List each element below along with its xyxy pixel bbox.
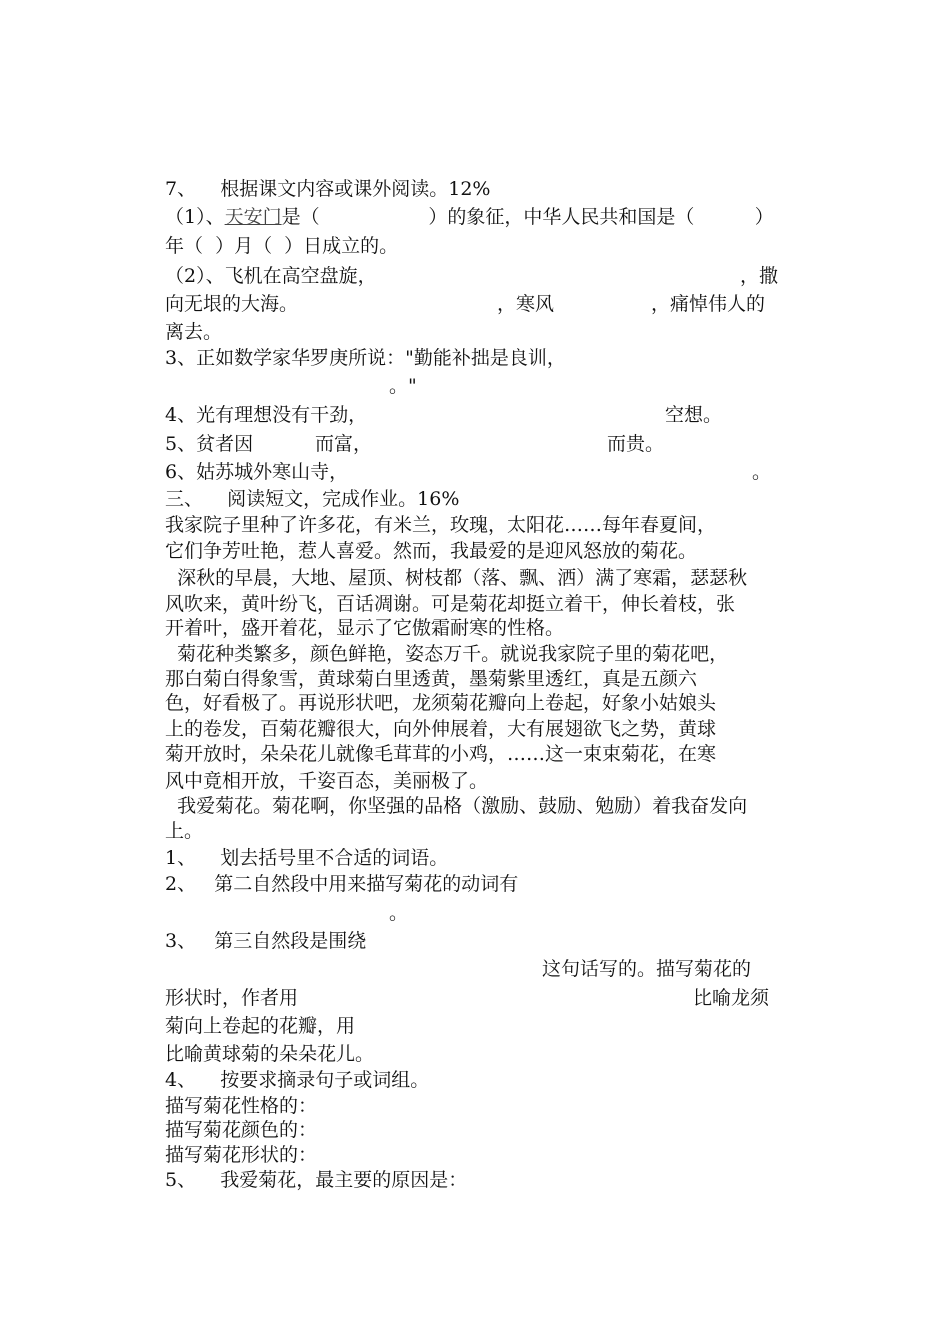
- passage-line: 上的卷发，百菊花瓣很大，向外伸展着，大有展翅欲飞之势，黄球: [165, 718, 717, 740]
- reading-question-4: 4、 按要求摘录句子或词组。: [165, 1069, 430, 1091]
- passage-line: 色，好看极了。再说形状吧，龙须菊花瓣向上卷起，好象小姑娘头: [165, 692, 717, 714]
- passage-line: 开着叶，盛开着花，显示了它傲霜耐寒的性格。: [165, 617, 565, 639]
- reading-question-3-line2: 这句话写的。描写菊花的: [542, 958, 752, 980]
- question-5-left: 5、贫者因: [165, 433, 254, 455]
- reading-question-3-line5: 比喻黄球菊的朵朵花儿。: [165, 1043, 375, 1065]
- question-3-end: 。": [389, 375, 417, 397]
- passage-line: 深秋的早晨，大地、屋顶、树枝都（落、飘、洒）满了寒霜，瑟瑟秋: [165, 567, 748, 589]
- passage-line: 上。: [165, 820, 204, 842]
- reading-question-3-line3-left: 形状时，作者用: [165, 987, 299, 1009]
- question-3: 3、正如数学家华罗庚所说："勤能补拙是良训，: [165, 347, 566, 369]
- reading-question-5: 5、 我爱菊花，最主要的原因是：: [165, 1169, 468, 1191]
- question-5-mid: 而富，: [315, 433, 373, 455]
- question-6-left: 6、姑苏城外寒山寺，: [165, 461, 349, 483]
- passage-line: 我家院子里种了许多花，有米兰，玫瑰，太阳花……每年春夏间，: [165, 514, 717, 536]
- question-2-right: ，撒: [740, 265, 779, 287]
- passage-line: 风吹来，黄叶纷飞，百话凋谢。可是菊花却挺立着干，伸长着枝，张: [165, 593, 736, 615]
- question-1-line: [165, 204, 774, 230]
- reading-question-2-end: 。: [389, 902, 409, 924]
- reading-question-1: 1、 划去括号里不合适的词语。: [165, 847, 449, 869]
- question-4-right: 空想。: [665, 404, 723, 426]
- passage-line: 菊开放时，朵朵花儿就像毛茸茸的小鸡，……这一束束菊花，在寒: [165, 743, 717, 765]
- passage-line: 菊花种类繁多，颜色鲜艳，姿态万千。就说我家院子里的菊花吧，: [165, 643, 729, 665]
- question-6-right: 。: [752, 461, 772, 483]
- passage-line: 那白菊白得象雪，黄球菊白里透黄，墨菊紫里透红，真是五颜六: [165, 668, 698, 690]
- reading-question-4-a: 描写菊花性格的：: [165, 1095, 318, 1117]
- reading-question-3-line4: 菊向上卷起的花瓣，用: [165, 1015, 356, 1037]
- question-1-line2: 年（ ）月（ ）日成立的。: [165, 235, 399, 257]
- question-5-right: 而贵。: [607, 433, 665, 455]
- question-2-line3: 离去。: [165, 321, 223, 343]
- question-1-rest: 是（ ）的象征，中华人民共和国是（ ）: [281, 206, 774, 228]
- tiananmen-link[interactable]: 天安门: [224, 206, 282, 228]
- reading-question-3-line3-right: 比喻龙须: [693, 987, 770, 1009]
- reading-question-3: 3、 第三自然段是围绕: [165, 930, 367, 952]
- question-2-left: （2）、飞机在高空盘旋，: [165, 265, 377, 287]
- reading-question-4-c: 描写菊花形状的：: [165, 1144, 318, 1166]
- question-1-prefix: （1）、: [165, 206, 225, 228]
- reading-question-4-b: 描写菊花颜色的：: [165, 1119, 318, 1141]
- question-2-line2-b: ，寒风: [497, 293, 555, 315]
- passage-line: 我爱菊花。菊花啊，你坚强的品格（激励、鼓励、勉励）着我奋发向: [165, 795, 748, 817]
- question-2-line2-c: ，痛悼伟人的: [651, 293, 766, 315]
- passage-line: 风中竟相开放，千姿百态，美丽极了。: [165, 770, 489, 792]
- question-2-line2-a: 向无垠的大海。: [165, 293, 299, 315]
- section3-heading: 三、 阅读短文，完成作业。16%: [165, 488, 460, 510]
- section7-heading: 7、 根据课文内容或课外阅读。12%: [165, 178, 491, 200]
- passage-line: 它们争芳吐艳，惹人喜爱。然而，我最爱的是迎风怒放的菊花。: [165, 540, 698, 562]
- reading-question-2: 2、 第二自然段中用来描写菊花的动词有: [165, 873, 519, 895]
- question-4-left: 4、光有理想没有干劲，: [165, 404, 368, 426]
